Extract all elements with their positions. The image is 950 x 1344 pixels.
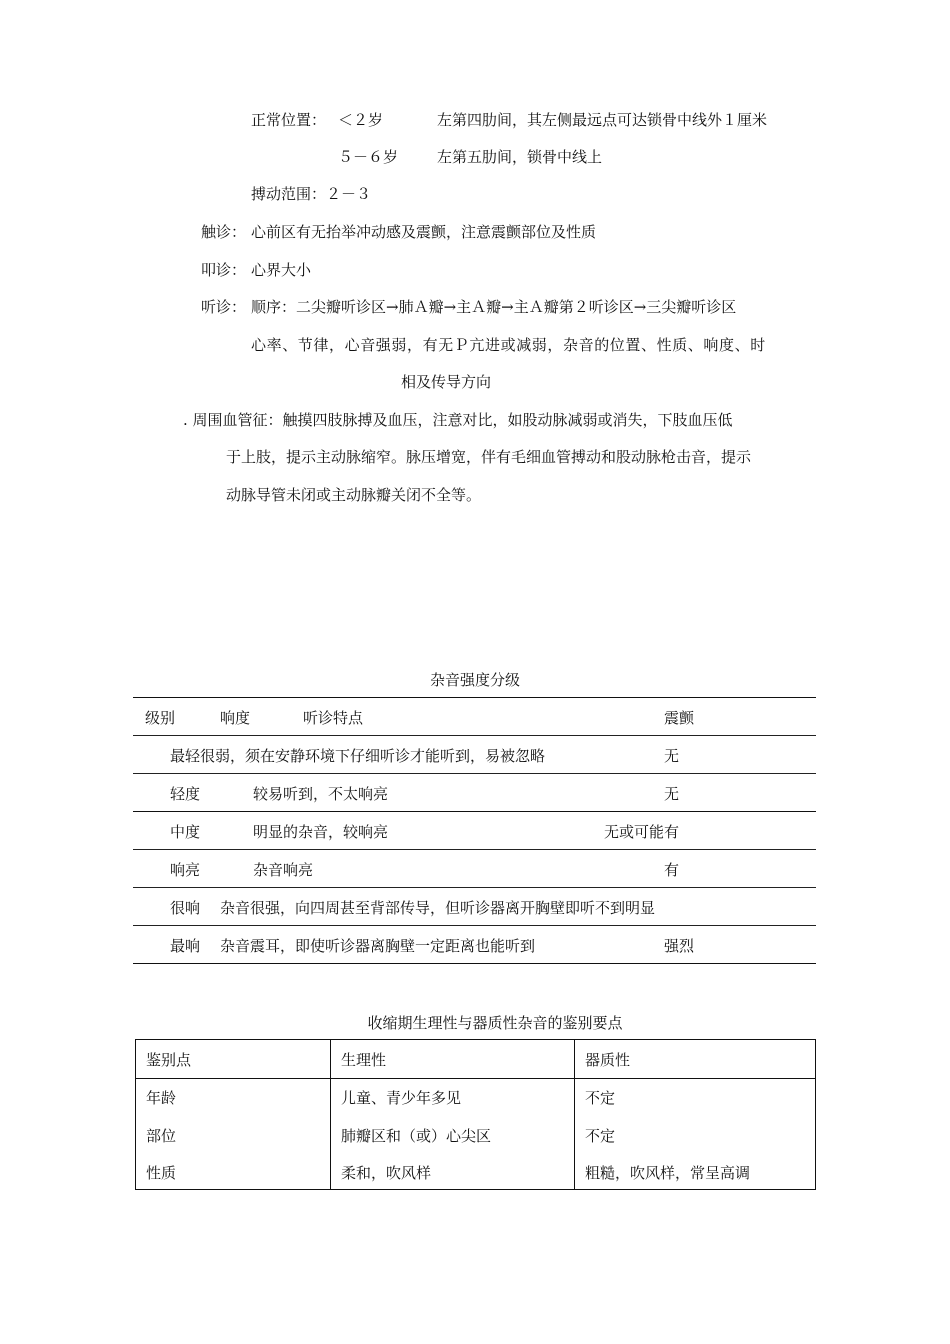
table2-row3-physiologic: 柔和，吹风样 [341,1164,432,1182]
table1-row2-thrill: 无 [664,785,680,803]
table2-row3-organic: 粗糙，吹风样，常呈高调 [585,1164,751,1182]
table2-row1-organic: 不定 [585,1089,616,1107]
beat-range: 搏动范围：２－３ [251,185,372,203]
table1-row6-features: 杂音震耳，即使听诊器离胸壁一定距离也能听到 [220,937,536,955]
table1-header-loudness: 响度 [220,709,251,727]
table1-row3-thrill: 无或可能有 [604,823,680,841]
table2-row3-criterion: 性质 [146,1164,177,1182]
table1-row6-thrill: 强烈 [664,937,695,955]
table1-row6-grade: 最响 [170,937,201,955]
table2-col-divider [574,1040,575,1189]
table1-row-rule [133,925,816,926]
table1-row5-features: 杂音很强，向四周甚至背部传导，但听诊器离开胸壁即听不到明显 [220,899,656,917]
palpation-text: 心前区有无抬举冲动感及震颤，注意震颤部位及性质 [251,223,597,241]
table2-row2-physiologic: 肺瓣区和（或）心尖区 [341,1127,492,1145]
table1-row-rule [133,887,816,888]
vascular-sign-line-3: 动脉导管未闭或主动脉瓣关闭不全等。 [226,486,482,504]
table2-header-physiologic: 生理性 [341,1051,387,1069]
normal-position-desc-1: 左第四肋间，其左侧最远点可达锁骨中线外１厘米 [437,111,768,129]
table1-row2-grade: 轻度 [170,785,201,803]
auscultation-line-3: 相及传导方向 [401,373,492,391]
table2-row1-criterion: 年龄 [146,1089,177,1107]
table1-row5-grade: 很响 [170,899,201,917]
table1-header-rule [133,735,816,736]
table1-header-thrill: 震颤 [664,709,695,727]
normal-position-age-2: ５－６岁 [338,148,399,166]
normal-position-label: 正常位置： [251,111,327,129]
table1-header-features: 听诊特点 [303,709,364,727]
table2-title: 收缩期生理性与器质性杂音的鉴别要点 [367,1014,623,1032]
percussion-text: 心界大小 [251,261,312,279]
normal-position-desc-2: 左第五肋间，锁骨中线上 [437,148,603,166]
palpation-label: 触诊： [201,223,247,241]
table2 [135,1039,816,1190]
table1-row1-thrill: 无 [664,747,680,765]
table1-bottom-rule [133,963,816,964]
percussion-label: 叩诊： [201,261,247,279]
table1-row4-thrill: 有 [664,861,680,879]
table1-row2-features: 较易听到，不太响亮 [253,785,389,803]
table1-row4-grade: 响亮 [170,861,201,879]
table2-row2-organic: 不定 [585,1127,616,1145]
table2-header-rule [136,1078,815,1079]
table2-header-criterion: 鉴别点 [146,1051,192,1069]
table1-row1-text: 最轻很弱，须在安静环境下仔细听诊才能听到，易被忽略 [170,747,546,765]
table2-header-organic: 器质性 [585,1051,631,1069]
table1-title: 杂音强度分级 [429,671,520,689]
table1-top-rule [133,697,816,698]
table2-row2-criterion: 部位 [146,1127,177,1145]
auscultation-line-1: 顺序：二尖瓣听诊区→肺Ａ瓣→主Ａ瓣→主Ａ瓣第２听诊区→三尖瓣听诊区 [251,298,737,316]
normal-position-age-1: ＜２岁 [338,111,384,129]
table2-col-divider [330,1040,331,1189]
table2-row1-physiologic: 儿童、青少年多见 [341,1089,462,1107]
vascular-sign-line-1: . 周围血管征：触摸四肢脉搏及血压，注意对比，如股动脉减弱或消失，下肢血压低 [183,411,733,429]
auscultation-label: 听诊： [201,298,247,316]
table1-row-rule [133,811,816,812]
auscultation-line-2: 心率、节律，心音强弱，有无Ｐ亢进或减弱，杂音的位置、性质、响度、时 [251,336,766,354]
table1-row3-grade: 中度 [170,823,201,841]
table1-row4-features: 杂音响亮 [253,861,314,879]
vascular-sign-line-2: 于上肢，提示主动脉缩窄。脉压增宽，伴有毛细血管搏动和股动脉枪击音，提示 [226,448,752,466]
table1-row-rule [133,849,816,850]
table1-row-rule [133,773,816,774]
table1-row3-features: 明显的杂音，较响亮 [253,823,389,841]
table1-header-grade: 级别 [145,709,176,727]
